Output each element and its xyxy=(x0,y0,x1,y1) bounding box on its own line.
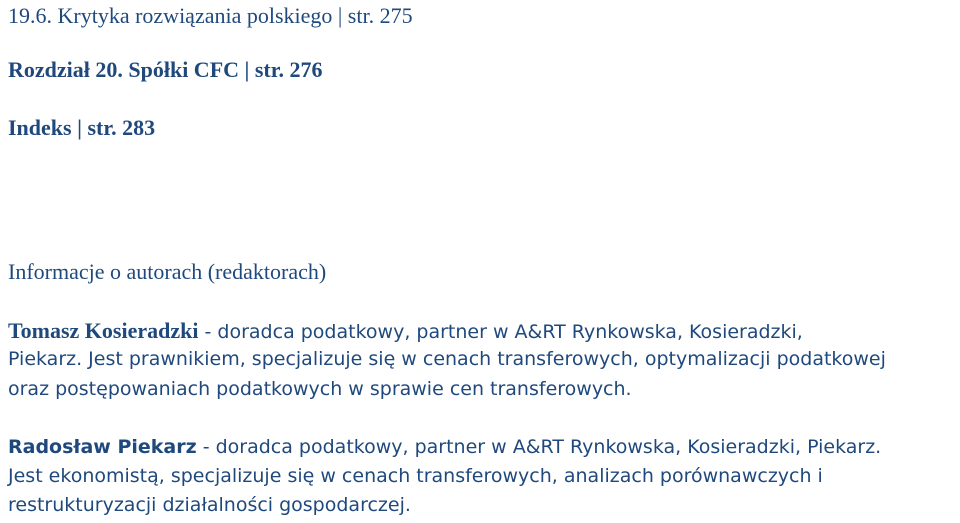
author1-line2: Piekarz. Jest prawnikiem, specjalizuje się w cenach transferowych, optymalizacji podatkowej xyxy=(8,348,886,370)
toc-item-index[interactable]: Indeks | str. 283 xyxy=(8,115,156,140)
author2-line2: Jest ekonomistą, specjalizuje się w cenach transferowych, analizach porównawczych i xyxy=(8,465,823,487)
author2-name: Radosław Piekarz xyxy=(8,436,197,458)
author2-line1-rest: - doradca podatkowy, partner w A&RT Rynkowska, Kosieradzki, Piekarz. xyxy=(196,436,882,458)
author2-line3: restrukturyzacji działalności gospodarczej. xyxy=(8,494,411,516)
author2-line1 xyxy=(8,436,881,458)
author1-line1-rest: - doradca podatkowy, partner w A&RT Rynkowska, Kosieradzki, xyxy=(198,321,803,343)
toc-item-19-6[interactable]: 19.6. Krytyka rozwiązania polskiego | str. 275 xyxy=(8,3,413,28)
authors-heading: Informacje o autorach (redaktorach) xyxy=(8,259,327,284)
author1-name: Tomasz Kosieradzki xyxy=(8,318,199,343)
author1-line1 xyxy=(8,318,803,344)
toc-item-chapter-20[interactable]: Rozdział 20. Spółki CFC | str. 276 xyxy=(8,57,323,82)
author1-line3: oraz postępowaniach podatkowych w sprawie cen transferowych. xyxy=(8,378,632,400)
